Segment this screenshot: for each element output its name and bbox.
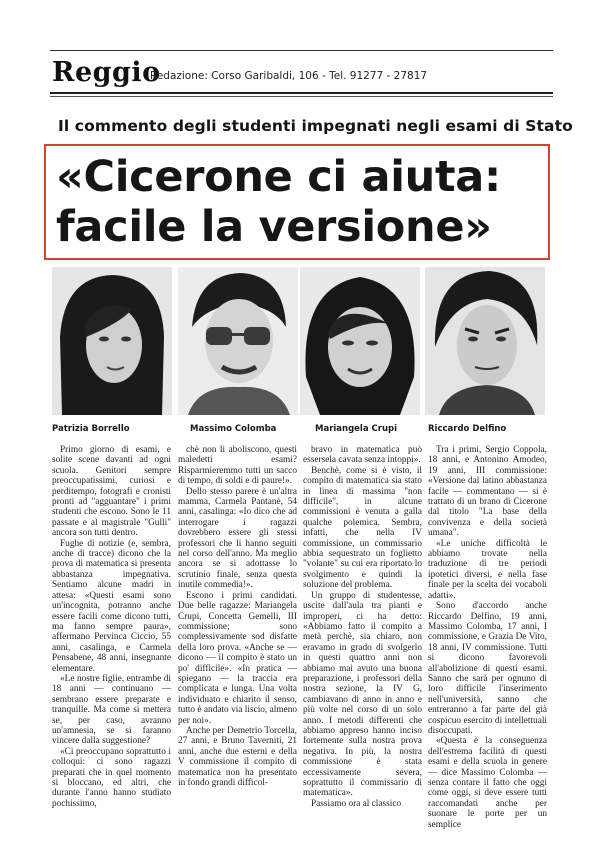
paragraph: chè non li aboliscono, questi maledetti esami? Risparmieremmo tutti un sacco di tempo, di soldi e di paure!». [178, 445, 297, 487]
paragraph: Un gruppo di studentesse, uscite dall'aula tra pianti e improperi, ci ha detto: «Abbiamo fatto il compito a metà perchè, sia chiaro, non eravamo in grado di svolgerlo in questi quattro anni non abbiamo mai avuto una buona preparazione, i professori della nostra sezione, la IV G, cambiavano di anno in anno e più volte nel corso di un solo anno. I metodi differenti che abbiamo appreso hanno inciso fortemente sulla nostra prova negativa. In più, la nostra commissione è stata eccessivamente severa, soprattutto il commissario di matematica». [303, 590, 422, 799]
photo-caption-3: Mariangela Crupi [315, 424, 398, 434]
paragraph: Primo giorno di esami, e solite scene davanti ad ogni scuola. Genitori sempre preoccupatissimi, curiosi e perditempo, fotografi e cronisti pronti ad "agguantare" i primi studenti che escono. Sono le 11 passate e al magistrale "Gulli" ancora son tutti dentro. [52, 445, 171, 539]
paragraph: «Le nostre figlie, entrambe di 18 anni — continuano — sembrano essere preparate e tranquille. Ma come si mettera se, per caso, avranno un'amnesia, se si faranno vincere dalla suggestione? [52, 673, 171, 747]
masthead-rule [50, 92, 553, 94]
paragraph: «Ci preoccupano soprattutto i colloqui: ci sono ragazzi preparati che in quel momento si bloccano, ed altri, che durante l'anno hanno studiato pochissimo, [52, 746, 171, 809]
headline-line-2: facile la versione» [56, 202, 492, 252]
paragraph: Tra i primi, Sergio Coppola, 18 anni, e Antonino Amodeo, 19 anni, III commissione: «Versione dal latino abbastanza facile — commentano — si è trattato di un brano di Cicerone dal titolo "La base della convivenza e della società umana". [428, 445, 547, 539]
masthead [52, 57, 552, 93]
article-column-4 [428, 445, 547, 843]
paragraph: Dello stesso parere è un'altra mamma, Carmela Pantanè, 54 anni, casalinga: «Io dico che ad interrogare i ragazzi dovrebbero essere gli stessi professori che li hanno seguiti nel corso dell'anno. Ma meglio ancora se si adottasse lo scrutinio finale, senza questa inutile commedia!». [178, 486, 297, 591]
photo-caption-2: Massimo Colomba [190, 424, 277, 434]
photo-caption-4: Riccardo Delfino [428, 424, 507, 434]
headline-line-1: «Cicerone ci aiuta: [56, 152, 501, 202]
paragraph: Passiamo ora al classico [311, 798, 402, 809]
paragraph: bravo in matematica può essersela cavata senza intoppi». [303, 445, 422, 466]
portrait-photo-4 [425, 267, 545, 415]
paragraph: Benchè, come si è visto, il compito di matematica sia stato in linea di massima "non difficile", in alcune commissioni è venuta a galla qualche polemica. Sembra, infatti, che nella IV commissione, un commissario abbia sequestrato un foglietto "volante" su cui era riportato lo svolgimento e quindi la soluzione del problema. [303, 465, 422, 591]
editorial-address: Redazione: Corso Garibaldi, 106 - Tel. 91277 - 27817 [150, 70, 428, 82]
article-column-2 [178, 445, 297, 843]
paragraph: Escono i primi candidati. Due belle ragazze: Mariangela Crupi, Concetta Gemelli, III commissione; sono complessivamente sod disfatte della loro prova. «Anche se — dicono — il compito è stato un po' difficile». «In pratica — spiegano — la traccia era complicata e lunga. Una volta individuato e chiarito il senso, tutto è andato via liscio, almeno per noi». [178, 590, 297, 726]
paragraph: Anche per Demetrio Torcella, 27 anni, e Bruno Taverniti, 21 anni, anche due esterni e della V commissione il compito di matematica non ha presentato in fondo grandi difficol- [178, 725, 297, 788]
paragraph: Fughe di notizie (e, sembra, anche di tracce) dicono che la prova di matematica si presenta abbastanza impegnativa. Sentiamo alcune madri in attesa: «Questi esami sono un'incognita, potranno anche essere facili come dicono tutti, ma fanno sempre paura», affermano Pervinca Ciccio, 55 anni, casalinga, e Carmela Pensabene, 48 anni, insegnante elementare. [52, 538, 171, 674]
portrait-photo-3 [300, 267, 420, 415]
portrait-photo-1 [52, 267, 172, 415]
paragraph: Sono d'accordo anche Riccardo Delfino, 19 anni, Massimo Colomba, 17 anni, I commissione, e Grazia De Vito, 18 anni, IV commissione. Tutti si dicono favorevoli all'abolizione di questi esami. Sanno che sarà per ognuno di loro difficile l'inserimento nell'università, sanno che entreranno a far parte del già cospicuo esercito di intellettuali disoccupati. [428, 601, 547, 736]
section-title: Reggio [52, 57, 161, 88]
article-column-1 [52, 445, 171, 843]
headline [56, 152, 546, 252]
headline-highlight-box [44, 144, 550, 260]
portrait-photo-2 [178, 267, 298, 415]
masthead-rule-thin [50, 96, 553, 97]
top-rule [50, 50, 553, 51]
paragraph: «Le uniche difficoltà le abbiamo trovate nella traduzione di tre periodi ipotetici diversi, e nella fase finale per la scelta dei vocaboli adatti». [428, 538, 547, 601]
article-column-3 [303, 445, 422, 843]
paragraph: «Questa è la conseguenza dell'estrema facilità di questi esami e della scuola in genere — dice Massimo Colomba — senza contare il fatto che oggi come oggi, si deve essere tutti raccomandati anche per suonare le porte per un semplice [428, 736, 547, 830]
photo-caption-1: Patrizia Borrello [52, 424, 130, 434]
kicker: Il commento degli studenti impegnati negli esami di Stato [58, 117, 573, 135]
